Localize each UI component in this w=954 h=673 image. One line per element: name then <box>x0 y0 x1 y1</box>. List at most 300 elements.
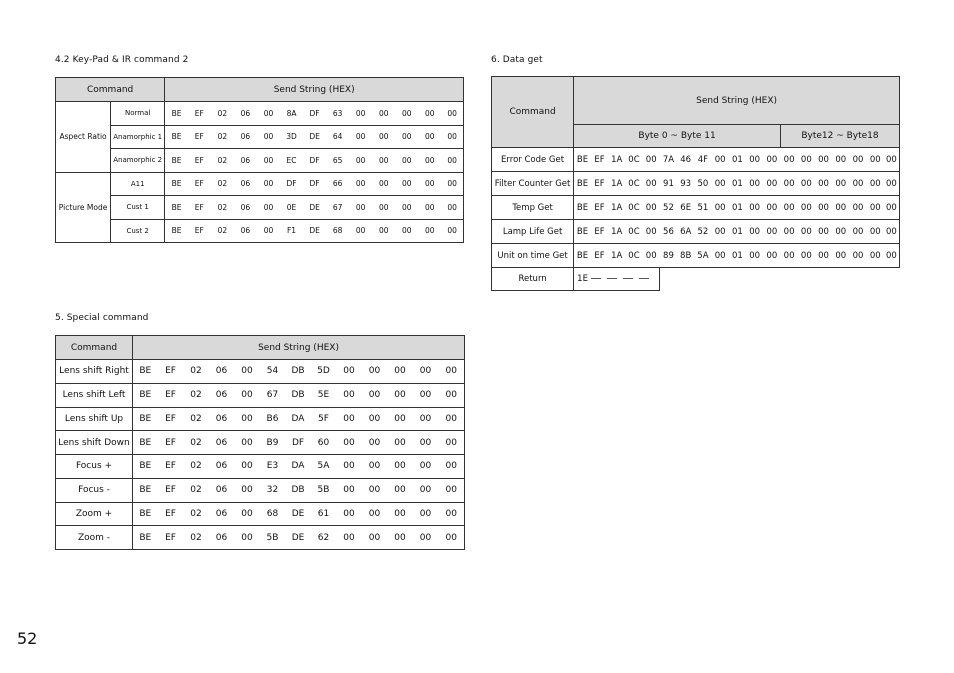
hex-byte: EF <box>158 407 184 431</box>
hex-byte: 67 <box>260 383 286 407</box>
hex-byte: BE <box>133 526 158 550</box>
hex-byte: 56 <box>660 220 677 244</box>
hex-byte: 00 <box>362 407 388 431</box>
hex-byte: 00 <box>441 219 463 243</box>
table-row <box>56 196 464 220</box>
hex-byte: 00 <box>439 407 465 431</box>
hex-byte: 02 <box>184 407 209 431</box>
hex-byte: 00 <box>372 149 395 173</box>
hex-byte: 00 <box>362 431 388 455</box>
group-label: Picture Mode <box>56 172 111 243</box>
hex-byte: 00 <box>746 196 763 220</box>
hex-byte: BE <box>165 149 188 173</box>
command-label: Cust 1 <box>111 196 165 220</box>
dash-placeholder <box>591 278 601 279</box>
hex-byte: 00 <box>780 220 797 244</box>
hex-byte: 00 <box>418 219 441 243</box>
hex-byte: 32 <box>260 478 286 502</box>
hex-byte: 00 <box>235 383 260 407</box>
hex-byte: 8B <box>677 244 694 268</box>
return-value-cell <box>574 268 660 291</box>
hex-byte: 63 <box>326 102 349 126</box>
hex-byte: 00 <box>763 220 780 244</box>
hex-byte: 5E <box>311 383 337 407</box>
hex-byte: 00 <box>349 149 372 173</box>
hex-byte: 00 <box>798 196 815 220</box>
hex-byte: 00 <box>780 148 797 172</box>
hex-byte: 02 <box>184 431 209 455</box>
page-number: 52 <box>17 629 38 648</box>
table-row <box>56 407 465 431</box>
hex-byte: DF <box>303 149 326 173</box>
command-label: Normal <box>111 102 165 126</box>
hex-byte: F1 <box>280 219 303 243</box>
hex-byte: EF <box>591 220 608 244</box>
hex-byte: 00 <box>439 383 465 407</box>
hex-byte: DF <box>280 172 303 196</box>
hex-byte: 00 <box>418 149 441 173</box>
dataget-header-send-string: Send String (HEX) <box>574 77 900 125</box>
hex-byte: 0C <box>625 244 642 268</box>
hex-byte: EF <box>591 196 608 220</box>
hex-byte: 00 <box>257 219 280 243</box>
hex-byte: 02 <box>211 219 234 243</box>
command-label: Anamorphic 1 <box>111 125 165 149</box>
hex-byte: BE <box>165 125 188 149</box>
hex-byte: 00 <box>441 172 463 196</box>
hex-byte: EF <box>188 102 211 126</box>
hex-byte: 00 <box>712 172 729 196</box>
hex-byte: 00 <box>413 478 439 502</box>
command-label: Anamorphic 2 <box>111 149 165 173</box>
command-label: Lens shift Right <box>56 360 133 384</box>
hex-byte: 00 <box>763 148 780 172</box>
hex-byte: 01 <box>729 220 746 244</box>
hex-byte: 00 <box>439 478 465 502</box>
hex-byte: 5B <box>311 478 337 502</box>
hex-byte: 00 <box>372 219 395 243</box>
hex-byte: 06 <box>209 502 235 526</box>
hex-byte: BE <box>133 431 158 455</box>
hex-byte: 00 <box>388 526 413 550</box>
hex-byte: 06 <box>209 383 235 407</box>
hex-byte: 06 <box>209 455 235 479</box>
hex-byte: 00 <box>395 102 418 126</box>
hex-byte: EF <box>158 360 184 384</box>
hex-byte: 00 <box>418 125 441 149</box>
hex-byte: BE <box>574 220 591 244</box>
hex-byte: 5F <box>311 407 337 431</box>
hex-byte: 5A <box>311 455 337 479</box>
hex-byte: DF <box>303 102 326 126</box>
hex-byte: 1A <box>608 148 625 172</box>
table-row <box>492 172 900 196</box>
hex-byte: 00 <box>643 220 660 244</box>
hex-byte: 06 <box>234 125 257 149</box>
hex-byte: 00 <box>849 172 866 196</box>
hex-byte: 00 <box>413 431 439 455</box>
hex-byte: 0E <box>280 196 303 220</box>
hex-byte: 00 <box>388 407 413 431</box>
hex-byte: DE <box>286 502 311 526</box>
hex-byte: 00 <box>235 478 260 502</box>
command-label: Focus - <box>56 478 133 502</box>
hex-byte: 00 <box>643 172 660 196</box>
hex-byte: BE <box>133 407 158 431</box>
hex-byte: 00 <box>349 196 372 220</box>
hex-byte: 6E <box>677 196 694 220</box>
hex-byte: 00 <box>337 478 362 502</box>
hex-byte: BE <box>165 172 188 196</box>
hex-byte: 00 <box>832 244 849 268</box>
return-label: Return <box>492 268 574 291</box>
hex-byte: 00 <box>798 148 815 172</box>
hex-byte: 00 <box>235 455 260 479</box>
hex-byte: 00 <box>849 196 866 220</box>
hex-byte: 00 <box>388 502 413 526</box>
hex-byte: 0C <box>625 220 642 244</box>
hex-byte: 60 <box>311 431 337 455</box>
hex-byte: 00 <box>643 196 660 220</box>
data-get-table <box>491 76 900 291</box>
return-value: 1E <box>577 274 588 284</box>
hex-byte: 00 <box>349 125 372 149</box>
hex-byte: 50 <box>694 172 711 196</box>
hex-byte: 06 <box>234 172 257 196</box>
hex-byte: 1A <box>608 220 625 244</box>
hex-byte: 00 <box>746 220 763 244</box>
hex-byte: 01 <box>729 148 746 172</box>
table-row <box>56 360 465 384</box>
return-row <box>492 268 900 291</box>
hex-byte: EF <box>158 526 184 550</box>
hex-byte: EF <box>188 172 211 196</box>
hex-byte: 00 <box>235 502 260 526</box>
hex-byte: 00 <box>439 455 465 479</box>
hex-byte: 1A <box>608 196 625 220</box>
command-label: Error Code Get <box>492 148 574 172</box>
hex-byte: 00 <box>413 455 439 479</box>
hex-byte: 02 <box>184 526 209 550</box>
hex-byte: 00 <box>418 172 441 196</box>
special-header-command: Command <box>56 336 133 360</box>
hex-byte: 00 <box>746 172 763 196</box>
hex-byte: 00 <box>815 172 832 196</box>
command-label: Cust 2 <box>111 219 165 243</box>
hex-byte: 00 <box>643 244 660 268</box>
hex-byte: 93 <box>677 172 694 196</box>
hex-byte: 00 <box>746 244 763 268</box>
command-label: A11 <box>111 172 165 196</box>
hex-byte: 61 <box>311 502 337 526</box>
hex-byte: 00 <box>337 502 362 526</box>
hex-byte: 00 <box>849 220 866 244</box>
hex-byte: 00 <box>337 407 362 431</box>
hex-byte: EF <box>158 502 184 526</box>
hex-byte: 06 <box>209 526 235 550</box>
hex-byte: EF <box>158 478 184 502</box>
command-label: Zoom - <box>56 526 133 550</box>
hex-byte: 00 <box>815 196 832 220</box>
hex-byte: 02 <box>211 125 234 149</box>
hex-byte: 01 <box>729 244 746 268</box>
table-row <box>56 102 464 126</box>
hex-byte: BE <box>574 196 591 220</box>
hex-byte: 00 <box>867 244 884 268</box>
table-row <box>492 196 900 220</box>
special-command-table <box>55 335 465 550</box>
hex-byte: 51 <box>694 196 711 220</box>
hex-byte: 00 <box>395 219 418 243</box>
hex-byte: 01 <box>729 172 746 196</box>
hex-byte: 00 <box>780 244 797 268</box>
command-label: Lens shift Left <box>56 383 133 407</box>
hex-byte: EF <box>188 125 211 149</box>
command-label: Lens shift Up <box>56 407 133 431</box>
hex-byte: 00 <box>257 196 280 220</box>
hex-byte: 06 <box>234 149 257 173</box>
hex-byte: 00 <box>257 172 280 196</box>
hex-byte: 00 <box>441 125 463 149</box>
hex-byte: 3D <box>280 125 303 149</box>
hex-byte: EF <box>158 455 184 479</box>
hex-byte: 00 <box>884 172 900 196</box>
hex-byte: 00 <box>362 526 388 550</box>
hex-byte: 00 <box>643 148 660 172</box>
hex-byte: 00 <box>388 455 413 479</box>
hex-byte: 00 <box>362 478 388 502</box>
table-row <box>492 220 900 244</box>
hex-byte: 46 <box>677 148 694 172</box>
special-header-send-string: Send String (HEX) <box>133 336 465 360</box>
hex-byte: 00 <box>763 196 780 220</box>
group-label: Aspect Ratio <box>56 102 111 173</box>
hex-byte: 00 <box>798 172 815 196</box>
hex-byte: 5A <box>694 244 711 268</box>
hex-byte: 64 <box>326 125 349 149</box>
hex-byte: 00 <box>832 196 849 220</box>
keypad-command-table <box>55 77 464 243</box>
hex-byte: 02 <box>211 102 234 126</box>
hex-byte: EF <box>188 219 211 243</box>
hex-byte: 00 <box>413 502 439 526</box>
hex-byte: 0C <box>625 148 642 172</box>
hex-byte: DE <box>303 125 326 149</box>
hex-byte: BE <box>574 172 591 196</box>
hex-byte: 8A <box>280 102 303 126</box>
table-row <box>492 148 900 172</box>
hex-byte: 52 <box>660 196 677 220</box>
hex-byte: 00 <box>413 407 439 431</box>
hex-byte: 6A <box>677 220 694 244</box>
hex-byte: EF <box>591 148 608 172</box>
hex-byte: 00 <box>798 244 815 268</box>
hex-byte: DE <box>303 196 326 220</box>
hex-byte: 02 <box>211 149 234 173</box>
hex-byte: 00 <box>337 383 362 407</box>
hex-byte: 00 <box>388 431 413 455</box>
hex-byte: 00 <box>257 102 280 126</box>
table-row <box>56 219 464 243</box>
hex-byte: BE <box>133 455 158 479</box>
hex-byte: 00 <box>235 407 260 431</box>
hex-byte: 00 <box>395 149 418 173</box>
hex-byte: 06 <box>234 196 257 220</box>
hex-byte: 5B <box>260 526 286 550</box>
hex-byte: 00 <box>763 244 780 268</box>
table-row <box>56 149 464 173</box>
hex-byte: 00 <box>362 360 388 384</box>
hex-byte: 62 <box>311 526 337 550</box>
hex-byte: BE <box>165 196 188 220</box>
hex-byte: 00 <box>362 502 388 526</box>
hex-byte: 00 <box>832 220 849 244</box>
hex-byte: 00 <box>372 172 395 196</box>
hex-byte: 00 <box>849 148 866 172</box>
hex-byte: 00 <box>235 360 260 384</box>
hex-byte: BE <box>574 244 591 268</box>
keypad-header-command: Command <box>56 78 165 102</box>
hex-byte: 00 <box>388 478 413 502</box>
hex-byte: 4F <box>694 148 711 172</box>
hex-byte: 00 <box>712 148 729 172</box>
hex-byte: 00 <box>337 526 362 550</box>
hex-byte: 00 <box>867 172 884 196</box>
hex-byte: 00 <box>413 360 439 384</box>
hex-byte: EC <box>280 149 303 173</box>
hex-byte: 00 <box>362 455 388 479</box>
hex-byte: 89 <box>660 244 677 268</box>
hex-byte: 00 <box>867 148 884 172</box>
hex-byte: 02 <box>211 196 234 220</box>
hex-byte: DE <box>303 219 326 243</box>
hex-byte: 00 <box>441 102 463 126</box>
hex-byte: 00 <box>235 526 260 550</box>
hex-byte: BE <box>133 360 158 384</box>
hex-byte: 00 <box>441 196 463 220</box>
hex-byte: 00 <box>439 502 465 526</box>
hex-byte: EF <box>591 244 608 268</box>
hex-byte: 00 <box>441 149 463 173</box>
hex-byte: 68 <box>326 219 349 243</box>
hex-byte: 00 <box>372 196 395 220</box>
hex-byte: 00 <box>349 172 372 196</box>
command-label: Temp Get <box>492 196 574 220</box>
hex-byte: 00 <box>832 148 849 172</box>
hex-byte: 00 <box>372 102 395 126</box>
hex-byte: 0C <box>625 172 642 196</box>
hex-byte: 00 <box>362 383 388 407</box>
keypad-section-title: 4.2 Key-Pad & IR command 2 <box>55 55 189 65</box>
hex-byte: DB <box>286 478 311 502</box>
command-label: Focus + <box>56 455 133 479</box>
hex-byte: 5D <box>311 360 337 384</box>
hex-byte: 00 <box>884 244 900 268</box>
hex-byte: 00 <box>815 148 832 172</box>
table-row <box>56 526 465 550</box>
hex-byte: 00 <box>413 526 439 550</box>
hex-byte: 00 <box>867 196 884 220</box>
hex-byte: 00 <box>798 220 815 244</box>
table-row <box>56 172 464 196</box>
hex-byte: 00 <box>780 172 797 196</box>
hex-byte: 00 <box>395 125 418 149</box>
hex-byte: 00 <box>884 220 900 244</box>
hex-byte: 06 <box>234 219 257 243</box>
table-row <box>56 502 465 526</box>
table-row <box>56 383 465 407</box>
hex-byte: 00 <box>884 148 900 172</box>
hex-byte: 00 <box>712 220 729 244</box>
hex-byte: 06 <box>234 102 257 126</box>
hex-byte: 02 <box>184 383 209 407</box>
hex-byte: 02 <box>184 360 209 384</box>
hex-byte: 00 <box>337 431 362 455</box>
hex-byte: 06 <box>209 360 235 384</box>
hex-byte: EF <box>188 196 211 220</box>
hex-byte: B9 <box>260 431 286 455</box>
table-row <box>492 244 900 268</box>
hex-byte: EF <box>158 431 184 455</box>
dash-placeholder <box>623 278 633 279</box>
dataget-section-title: 6. Data get <box>491 55 543 65</box>
hex-byte: 00 <box>712 196 729 220</box>
hex-byte: BE <box>574 148 591 172</box>
hex-byte: 00 <box>388 360 413 384</box>
empty-cell <box>660 268 900 291</box>
hex-byte: 00 <box>349 102 372 126</box>
table-row <box>56 125 464 149</box>
hex-byte: DA <box>286 455 311 479</box>
hex-byte: 00 <box>832 172 849 196</box>
hex-byte: 00 <box>337 360 362 384</box>
hex-byte: 00 <box>413 383 439 407</box>
hex-byte: 00 <box>395 172 418 196</box>
hex-byte: 1A <box>608 244 625 268</box>
hex-byte: 00 <box>746 148 763 172</box>
hex-byte: 52 <box>694 220 711 244</box>
hex-byte: 66 <box>326 172 349 196</box>
hex-byte: 7A <box>660 148 677 172</box>
hex-byte: 02 <box>184 478 209 502</box>
hex-byte: DE <box>286 526 311 550</box>
hex-byte: 00 <box>418 196 441 220</box>
hex-byte: 00 <box>337 455 362 479</box>
dash-placeholder <box>607 278 617 279</box>
dataget-subheader-bytes-0-11: Byte 0 ~ Byte 11 <box>574 125 781 148</box>
command-label: Unit on time Get <box>492 244 574 268</box>
command-label: Lens shift Down <box>56 431 133 455</box>
hex-byte: BE <box>133 478 158 502</box>
hex-byte: 65 <box>326 149 349 173</box>
hex-byte: 00 <box>884 196 900 220</box>
hex-byte: 02 <box>184 502 209 526</box>
hex-byte: EF <box>591 172 608 196</box>
hex-byte: 00 <box>780 196 797 220</box>
hex-byte: EF <box>158 383 184 407</box>
hex-byte: 1A <box>608 172 625 196</box>
hex-byte: 02 <box>211 172 234 196</box>
hex-byte: 0C <box>625 196 642 220</box>
hex-byte: DA <box>286 407 311 431</box>
hex-byte: DB <box>286 360 311 384</box>
hex-byte: 02 <box>184 455 209 479</box>
hex-byte: 00 <box>439 360 465 384</box>
hex-byte: 06 <box>209 478 235 502</box>
dataget-header-command: Command <box>492 77 574 148</box>
hex-byte: 00 <box>257 125 280 149</box>
hex-byte: 00 <box>372 125 395 149</box>
